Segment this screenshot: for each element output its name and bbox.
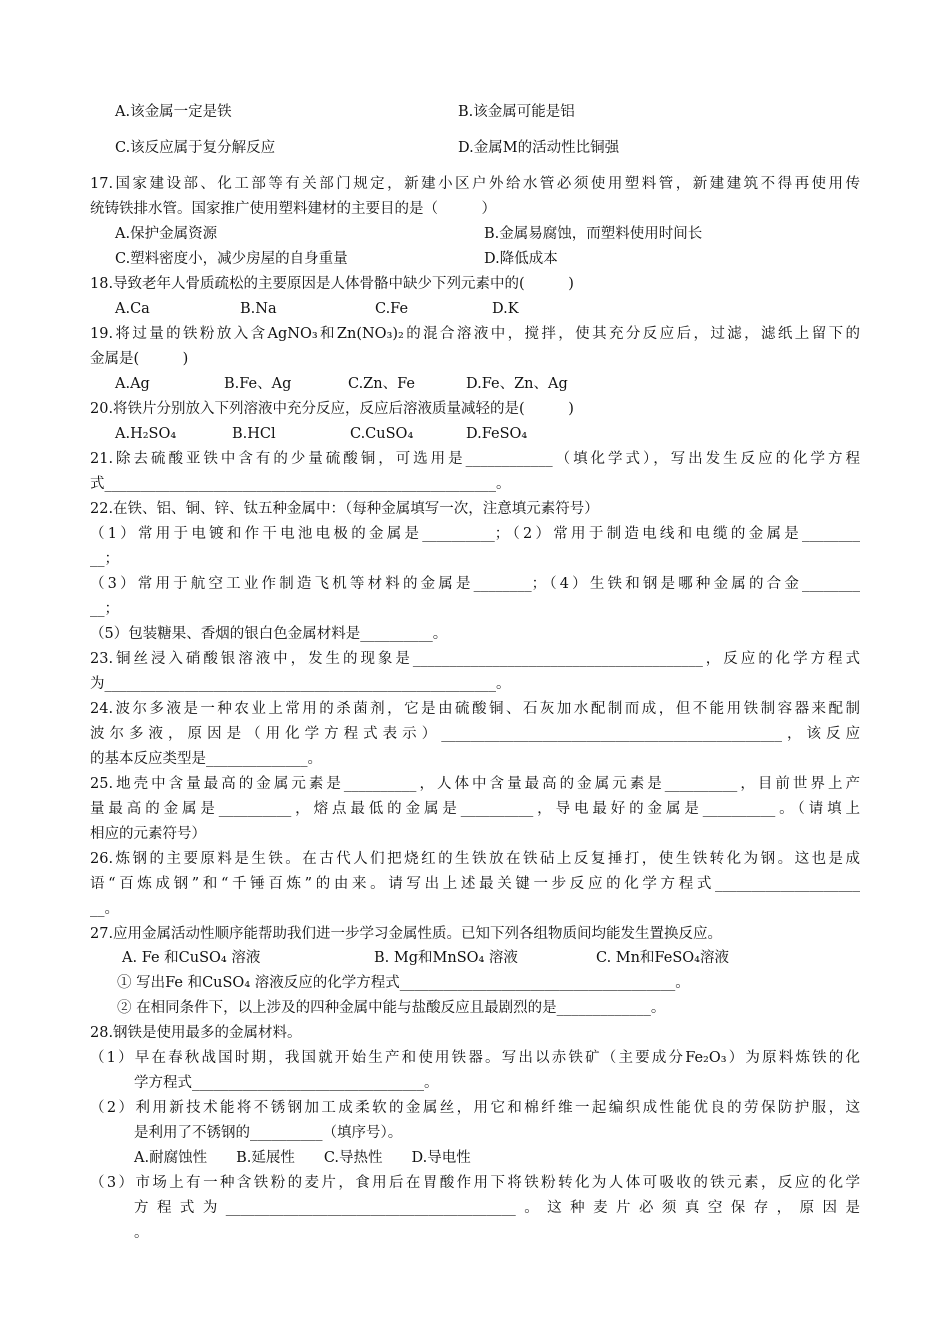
q19-stem-line1: 19.将过量的铁粉放入含AgNO₃和Zn(NO₃)₂的混合溶液中，搅拌，使其充分反应后，过滤，滤纸上留下的 bbox=[90, 326, 860, 342]
q28-part2-line1: （2）利用新技术能将不锈钢加工成柔软的金属丝，用它和棉纤维一起编织成性能优良的劳保防护服，这 bbox=[90, 1100, 860, 1116]
q22-part3-cont: __； bbox=[90, 601, 119, 617]
q18-option-d: D.K bbox=[492, 301, 519, 317]
q17-option-c: C.塑料密度小，减少房屋的自身重量 bbox=[115, 251, 348, 267]
q27-option-c: C. Mn和FeSO₄溶液 bbox=[596, 950, 729, 966]
q16-option-a: A.该金属一定是铁 bbox=[115, 104, 232, 120]
q19-option-c: C.Zn、Fe bbox=[348, 376, 415, 392]
q16-option-c: C.该反应属于复分解反应 bbox=[115, 140, 276, 156]
q23-stem-line2: 为______________________________________________________。 bbox=[90, 676, 511, 692]
q27-subquestion-2: ② 在相同条件下，以上涉及的四种金属中能与盐酸反应且最剧烈的是_____________。 bbox=[117, 1000, 666, 1016]
q27-option-a: A. Fe 和CuSO₄ 溶液 bbox=[122, 950, 261, 966]
q20-stem: 20.将铁片分别放入下列溶液中充分反应，反应后溶液质量减轻的是( ) bbox=[90, 401, 574, 417]
q21-stem-line2: 式______________________________________________________。 bbox=[90, 476, 511, 492]
q19-option-b: B.Fe、Ag bbox=[224, 376, 292, 392]
q22-stem: 22.在铁、铝、铜、锌、钛五种金属中：（每种金属填写一次，注意填元素符号） bbox=[90, 501, 599, 517]
q16-option-b: B.该金属可能是铝 bbox=[458, 104, 575, 120]
q18-option-b: B.Na bbox=[240, 301, 277, 317]
q18-stem: 18.导致老年人骨质疏松的主要原因是人体骨骼中缺少下列元素中的( ) bbox=[90, 276, 574, 292]
q20-option-a: A.H₂SO₄ bbox=[115, 426, 177, 442]
q19-stem-line2: 金属是( ) bbox=[90, 351, 189, 367]
q25-stem-line1: 25.地壳中含量最高的金属元素是__________，人体中含量最高的金属元素是__________，目前世界上产 bbox=[90, 776, 860, 792]
q25-stem-line3: 相应的元素符号） bbox=[90, 826, 206, 842]
q20-option-c: C.CuSO₄ bbox=[350, 426, 414, 442]
q17-stem-line2: 统铸铁排水管。国家推广使用塑料建材的主要目的是（ ） bbox=[90, 201, 496, 217]
q22-part5: （5）包装糖果、香烟的银白色金属材料是__________。 bbox=[90, 626, 448, 642]
q20-option-b: B.HCl bbox=[232, 426, 276, 442]
q17-option-b: B.金属易腐蚀，而塑料使用时间长 bbox=[484, 226, 703, 242]
q24-stem-line3: 的基本反应类型是______________。 bbox=[90, 751, 322, 767]
q27-subquestion-1: ① 写出Fe 和CuSO₄ 溶液反应的化学方程式______________________________________。 bbox=[117, 975, 690, 991]
q26-stem-line3: __。 bbox=[90, 901, 119, 917]
q26-stem-line1: 26.炼钢的主要原料是生铁。在古代人们把烧红的生铁放在铁砧上反复捶打，使生铁转化为钢。这也是成 bbox=[90, 851, 860, 867]
q17-option-d: D.降低成本 bbox=[484, 251, 558, 267]
q16-option-d: D.金属M的活动性比铜强 bbox=[458, 140, 620, 156]
q27-stem: 27.应用金属活动性顺序能帮助我们进一步学习金属性质。已知下列各组物质间均能发生置换反应。 bbox=[90, 926, 723, 942]
q28-stem: 28.钢铁是使用最多的金属材料。 bbox=[90, 1025, 302, 1041]
q20-option-d: D.FeSO₄ bbox=[466, 426, 528, 442]
q17-stem-line1: 17.国家建设部、化工部等有关部门规定，新建小区户外给水管必须使用塑料管，新建建筑不得再使用传 bbox=[90, 176, 860, 192]
q21-stem-line1: 21.除去硫酸亚铁中含有的少量硫酸铜，可选用是____________（填化学式），写出发生反应的化学方程 bbox=[90, 451, 860, 467]
q24-stem-line1: 24.波尔多液是一种农业上常用的杀菌剂，它是由硫酸铜、石灰加水配制而成，但不能用铁制容器来配制 bbox=[90, 701, 860, 717]
q28-part3-line3: 。 bbox=[134, 1225, 149, 1241]
q18-option-c: C.Fe bbox=[375, 301, 409, 317]
q28-part1-line2: 学方程式________________________________。 bbox=[134, 1075, 439, 1091]
q17-option-a: A.保护金属资源 bbox=[115, 226, 218, 242]
q22-part1: （1）常用于电镀和作干电池电极的金属是__________；（2）常用于制造电线和电缆的金属是________ bbox=[90, 526, 860, 542]
q28-part2-options: A.耐腐蚀性 B.延展性 C.导热性 D.导电性 bbox=[134, 1150, 471, 1166]
q27-option-b: B. Mg和MnSO₄ 溶液 bbox=[374, 950, 518, 966]
q25-stem-line2: 量最高的金属是__________，熔点最低的金属是__________，导电最好的金属是__________。（请填上 bbox=[90, 801, 860, 817]
q26-stem-line2: 语“百炼成钢”和“千锤百炼”的由来。请写出上述最关键一步反应的化学方程式____________________ bbox=[90, 876, 860, 892]
q28-part3-line2: 方程式为________________________________________。这种麦片必须真空保存，原因是 bbox=[134, 1200, 860, 1216]
q22-part1-cont: __； bbox=[90, 551, 119, 567]
q19-option-d: D.Fe、Zn、Ag bbox=[466, 376, 568, 392]
q19-option-a: A.Ag bbox=[115, 376, 150, 392]
q24-stem-line2: 波尔多液，原因是（用化学方程式表示）_______________________________________________，该反应 bbox=[90, 726, 860, 742]
q22-part3: （3）常用于航空工业作制造飞机等材料的金属是________；（4）生铁和钢是哪种金属的合金________ bbox=[90, 576, 860, 592]
q23-stem-line1: 23.铜丝浸入硝酸银溶液中，发生的现象是________________________________________，反应的化学方程式 bbox=[90, 651, 860, 667]
q28-part2-line2: 是利用了不锈钢的__________（填序号）。 bbox=[134, 1125, 403, 1141]
q18-option-a: A.Ca bbox=[115, 301, 150, 317]
q28-part3-line1: （3）市场上有一种含铁粉的麦片，食用后在胃酸作用下将铁粉转化为人体可吸收的铁元素，反应的化学 bbox=[90, 1175, 860, 1191]
q28-part1-line1: （1）早在春秋战国时期，我国就开始生产和使用铁器。写出以赤铁矿（主要成分Fe₂O₃）为原料炼铁的化 bbox=[90, 1050, 860, 1066]
